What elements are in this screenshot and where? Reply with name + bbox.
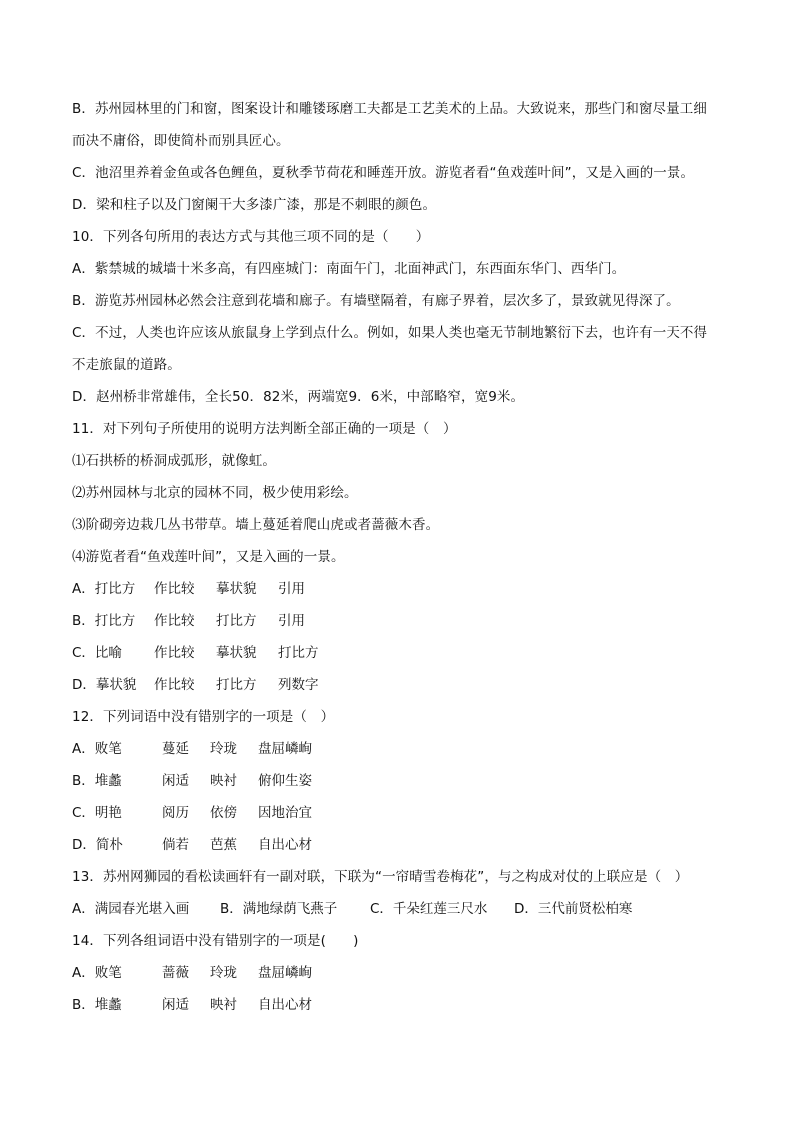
- q9-option-d: D．梁和柱子以及门窗阑干大多漆广漆，那是不刺眼的颜色。: [72, 197, 437, 213]
- option-term: 倘若: [162, 837, 189, 853]
- q9-option-b-line1: B．苏州园林里的门和窗，图案设计和雕镂琢磨工夫都是工艺美术的上品。大致说来，那些门和窗尽量工细: [72, 101, 707, 117]
- q14-option-b: [72, 995, 348, 1015]
- option-term: B．堆蠡: [72, 997, 122, 1013]
- q13-option-c: C．千朵红莲三尺水: [370, 901, 488, 917]
- q11-option-b: [72, 611, 338, 631]
- option-term: 盘屈嶙峋: [258, 741, 312, 757]
- q13-option-d: D．三代前贤松柏寒: [514, 901, 633, 917]
- option-term: 自出心材: [258, 837, 312, 853]
- option-term: 作比较: [154, 645, 195, 661]
- option-term: 引用: [278, 613, 305, 629]
- q13-stem: 13．苏州网狮园的看松读画轩有一副对联，下联为“一帘晴雪卷梅花”，与之构成对仗的上联应是（ ）: [72, 869, 689, 885]
- option-term: 俯仰生姿: [258, 773, 312, 789]
- q10-option-c-line2: 不走旅鼠的道路。: [72, 357, 181, 373]
- option-term: 玲珑: [210, 741, 237, 757]
- q11-sentence-1: ⑴石拱桥的桥洞成弧形，就像虹。: [72, 453, 276, 469]
- q11-sentence-4: ⑷游览者看“鱼戏莲叶间”，又是入画的一景。: [72, 549, 345, 565]
- option-term: 打比方: [216, 613, 257, 629]
- option-term: D．摹状貌: [72, 677, 137, 693]
- option-term: 玲珑: [210, 965, 237, 981]
- q13-options: [72, 899, 664, 919]
- q10-option-b: B．游览苏州园林必然会注意到花墙和廊子。有墙壁隔着，有廊子界着，层次多了，景致就见得深了。: [72, 293, 680, 309]
- option-term: 映衬: [210, 773, 237, 789]
- option-term: A．打比方: [72, 581, 136, 597]
- option-term: C．比喻: [72, 645, 122, 661]
- q14-stem: 14．下列各组词语中没有错别字的一项是( ): [72, 933, 359, 949]
- q13-option-b: B．满地绿荫飞燕子: [220, 901, 338, 917]
- q12-option-d: [72, 835, 348, 855]
- option-term: 映衬: [210, 997, 237, 1013]
- option-term: 打比方: [278, 645, 319, 661]
- option-term: 作比较: [154, 613, 195, 629]
- option-term: 列数字: [278, 677, 319, 693]
- option-term: 作比较: [154, 581, 195, 597]
- option-term: 芭蕉: [210, 837, 237, 853]
- q10-option-c-line1: C．不过，人类也许应该从旅鼠身上学到点什么。例如，如果人类也毫无节制地繁衍下去，也许有一天不得: [72, 325, 708, 341]
- option-term: A．败笔: [72, 965, 122, 981]
- q10-option-a: A．紫禁城的城墙十米多高，有四座城门：南面午门，北面神武门，东西面东华门、西华门。: [72, 261, 626, 277]
- option-term: 阅历: [162, 805, 189, 821]
- q9-option-b-line2: 而决不庸俗，即使简朴而别具匠心。: [72, 133, 290, 149]
- option-term: 依傍: [210, 805, 237, 821]
- option-term: 蔓延: [162, 741, 189, 757]
- option-term: A．败笔: [72, 741, 122, 757]
- option-term: 闲适: [162, 773, 189, 789]
- option-term: C．明艳: [72, 805, 122, 821]
- q11-stem: 11．对下列句子所使用的说明方法判断全部正确的一项是（ ）: [72, 421, 457, 437]
- option-term: B．堆蠡: [72, 773, 122, 789]
- q10-option-d: D．赵州桥非常雄伟，全长50．82米，两端宽9．6米，中部略窄，宽9米。: [72, 389, 525, 405]
- option-term: 盘屈嶙峋: [258, 965, 312, 981]
- option-term: 自出心材: [258, 997, 312, 1013]
- q12-stem: 12．下列词语中没有错别字的一项是（ ）: [72, 709, 335, 725]
- option-term: 闲适: [162, 997, 189, 1013]
- q10-stem: 10．下列各句所用的表达方式与其他三项不同的是（ ）: [72, 229, 430, 245]
- q11-option-c: [72, 643, 338, 663]
- q11-sentence-2: ⑵苏州园林与北京的园林不同，极少使用彩绘。: [72, 485, 358, 501]
- option-term: 作比较: [154, 677, 195, 693]
- option-term: 蔷薇: [162, 965, 189, 981]
- option-term: 因地治宜: [258, 805, 312, 821]
- q14-option-a: [72, 963, 348, 983]
- q12-option-b: [72, 771, 348, 791]
- option-term: 摹状貌: [216, 645, 257, 661]
- q9-option-c: C．池沼里养着金鱼或各色鲤鱼，夏秋季节荷花和睡莲开放。游览者看“鱼戏莲叶间”，又是入画的一景。: [72, 165, 695, 181]
- option-term: 摹状貌: [216, 581, 257, 597]
- option-term: B．打比方: [72, 613, 136, 629]
- q13-option-a: A．满园春光堪入画: [72, 901, 190, 917]
- q11-option-a: [72, 579, 338, 599]
- option-term: D．简朴: [72, 837, 123, 853]
- q12-option-c: [72, 803, 348, 823]
- q11-option-d: [72, 675, 338, 695]
- option-term: 打比方: [216, 677, 257, 693]
- option-term: 引用: [278, 581, 305, 597]
- q11-sentence-3: ⑶阶砌旁边栽几丛书带草。墙上蔓延着爬山虎或者蔷薇木香。: [72, 517, 440, 533]
- q12-option-a: [72, 739, 348, 759]
